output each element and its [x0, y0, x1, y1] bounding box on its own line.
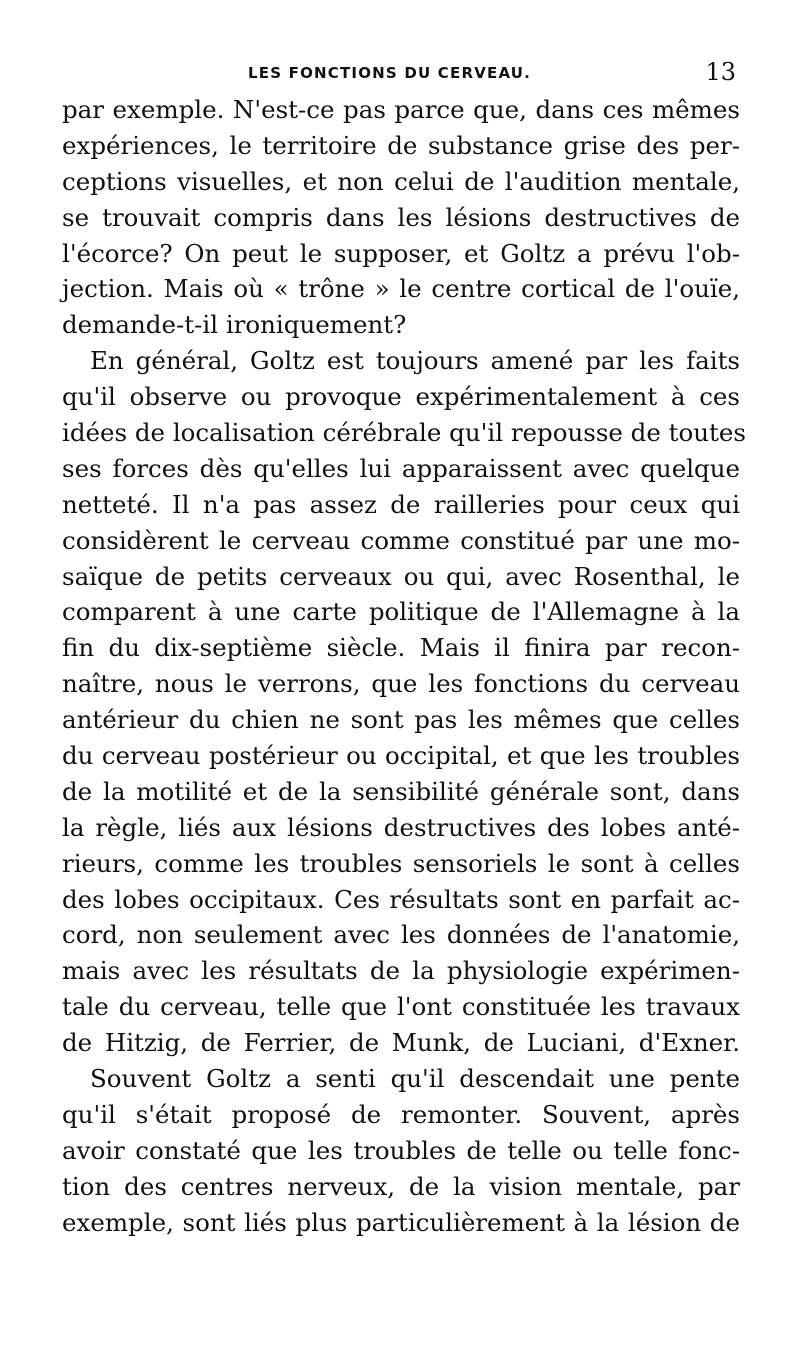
text-line: qu'il observe ou provoque expérimentalement à ces	[62, 382, 740, 412]
text-line: En général, Goltz est toujours amené par les faits	[90, 346, 740, 376]
text-line: du cerveau postérieur ou occipital, et que les troubles	[62, 741, 740, 771]
text-line: cord, non seulement avec les données de l'anatomie,	[62, 920, 740, 950]
text-line: se trouvait compris dans les lésions destructives de	[62, 202, 740, 232]
text-line: rieurs, comme les troubles sensoriels le sont à celles	[62, 848, 740, 878]
text-line: saïque de petits cerveaux ou qui, avec Rosenthal, le	[62, 561, 740, 591]
text-line: demande-t-il ironiquement?	[62, 310, 407, 340]
page-number: 13	[705, 58, 736, 86]
text-line: ceptions visuelles, et non celui de l'audition mentale,	[62, 166, 740, 196]
text-line: jection. Mais où « trône » le centre cortical de l'ouïe,	[62, 274, 740, 304]
text-line: Souvent Goltz a senti qu'il descendait une pente	[90, 1064, 740, 1094]
text-line: comparent à une carte politique de l'Allemagne à la	[62, 597, 740, 627]
paragraph-3	[62, 1061, 740, 1240]
book-page	[62, 58, 746, 1241]
text-line: exemple, sont liés plus particulièrement à la lésion de	[62, 1207, 740, 1237]
text-line: considèrent le cerveau comme constitué par une mo-	[62, 525, 740, 555]
text-line: la règle, liés aux lésions destructives des lobes anté-	[62, 812, 740, 842]
running-title: LES FONCTIONS DU CERVEAU.	[248, 64, 532, 82]
text-line: netteté. Il n'a pas assez de railleries pour ceux qui	[62, 489, 740, 519]
paragraph-1	[62, 92, 740, 343]
text-line: tion des centres nerveux, de la vision mentale, par	[62, 1171, 740, 1201]
text-line: naître, nous le verrons, que les fonctions du cerveau	[62, 669, 740, 699]
text-line: expériences, le territoire de substance grise des per-	[62, 130, 740, 160]
text-line: avoir constaté que les troubles de telle ou telle fonc-	[62, 1135, 740, 1165]
text-line: l'écorce? On peut le supposer, et Goltz a prévu l'ob-	[62, 238, 740, 268]
text-line: par exemple. N'est-ce pas parce que, dans ces mêmes	[62, 95, 740, 124]
text-line: des lobes occipitaux. Ces résultats sont en parfait ac-	[62, 884, 740, 914]
text-line: mais avec les résultats de la physiologie expérimen-	[62, 956, 740, 986]
text-line: tale du cerveau, telle que l'ont constituée les travaux	[62, 992, 740, 1022]
text-line: idées de localisation cérébrale qu'il repousse de toutes	[62, 418, 746, 448]
text-line: ses forces dès qu'elles lui apparaissent avec quelque	[62, 453, 740, 483]
text-line: de Hitzig, de Ferrier, de Munk, de Luciani, d'Exner.	[62, 1028, 740, 1058]
paragraph-2	[62, 343, 746, 1061]
text-line: qu'il s'était proposé de remonter. Souvent, après	[62, 1099, 740, 1129]
text-line: de la motilité et de la sensibilité générale sont, dans	[62, 776, 740, 806]
text-line: antérieur du chien ne sont pas les mêmes que celles	[62, 705, 740, 735]
text-line: fin du dix-septième siècle. Mais il finira par recon-	[62, 633, 740, 663]
running-head	[62, 58, 740, 92]
